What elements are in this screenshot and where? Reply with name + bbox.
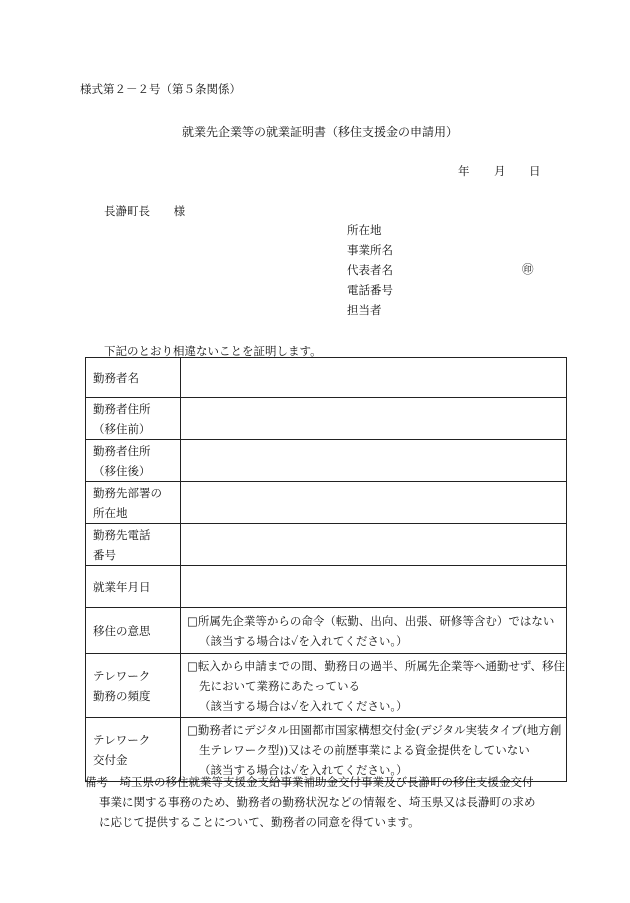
- row-label-text: 勤務の頻度: [93, 688, 151, 703]
- addressee: [104, 203, 185, 219]
- addressee-honorific: 様: [173, 204, 186, 218]
- row-label-text: 移住の意思: [93, 623, 151, 638]
- grant-text-cont: 生テレワーク型))又はその前歴事業による資金提供をしていない: [199, 742, 530, 757]
- row-label-text: 番号: [93, 547, 116, 562]
- table-row: [86, 608, 567, 654]
- table-row: [86, 358, 567, 398]
- office-phone-field[interactable]: [181, 524, 567, 566]
- date-month: 月: [494, 164, 506, 178]
- row-label-text: 勤務者名: [93, 370, 139, 385]
- row-label-text: （移住前）: [93, 421, 151, 436]
- row-label-text: 所在地: [93, 505, 128, 520]
- row-label-text: （移住後）: [93, 463, 151, 478]
- table-row: [86, 440, 567, 482]
- address-after-field[interactable]: [181, 440, 567, 482]
- row-label-text: 勤務者住所: [93, 401, 151, 416]
- row-label: [86, 358, 181, 398]
- employee-name-field[interactable]: [181, 358, 567, 398]
- relocation-checkbox-text[interactable]: □所属先企業等からの命令（転勤、出向、出張、研修等含む）ではない: [187, 613, 555, 628]
- remarks: [85, 772, 575, 832]
- issuer-address-label: 所在地: [347, 223, 382, 237]
- addressee-name: 長瀞町長: [104, 204, 150, 218]
- telework-frequency-cell[interactable]: [181, 654, 567, 718]
- row-label: [86, 440, 181, 482]
- row-label: [86, 654, 181, 718]
- check-instruction: （該当する場合は✓を入れてください。）: [199, 762, 408, 777]
- row-label: [86, 566, 181, 608]
- check-instruction: （該当する場合は✓を入れてください。）: [199, 633, 408, 648]
- department-location-field[interactable]: [181, 482, 567, 524]
- intro-text: 下記のとおり相違ないことを証明します。: [104, 344, 322, 358]
- issuer-phone-label: 電話番号: [347, 283, 393, 297]
- row-label-text: テレワーク: [93, 668, 151, 683]
- table-row: [86, 566, 567, 608]
- employment-date-field[interactable]: [181, 566, 567, 608]
- row-label: [86, 398, 181, 440]
- issuer-contact-label: 担当者: [347, 303, 382, 317]
- table-row: [86, 482, 567, 524]
- telework-text-cont: 先において業務にあたっている: [199, 678, 360, 693]
- table-row: [86, 654, 567, 718]
- row-label: [86, 524, 181, 566]
- row-label: [86, 608, 181, 654]
- table-row: [86, 524, 567, 566]
- row-label-text: 勤務先部署の: [93, 485, 162, 500]
- row-label-text: テレワーク: [93, 732, 151, 747]
- row-label-text: 就業年月日: [93, 579, 151, 594]
- remarks-line: 備考 埼玉県の移住就業等支援金支給事業補助金交付事業及び長瀞町の移住支援金交付: [85, 775, 534, 789]
- row-label-text: 交付金: [93, 752, 128, 767]
- remarks-line: 事業に関する事務のため、勤務者の勤務状況などの情報を、埼玉県又は長瀞町の求め: [99, 795, 536, 809]
- row-label: [86, 482, 181, 524]
- grant-checkbox-text[interactable]: □勤務者にデジタル田園都市国家構想交付金(デジタル実装タイプ(地方創: [187, 722, 562, 737]
- form-number: 様式第２－２号（第５条関係）: [80, 82, 241, 96]
- remarks-line: に応じて提供することについて、勤務者の同意を得ています。: [99, 815, 420, 829]
- address-before-field[interactable]: [181, 398, 567, 440]
- relocation-intent-cell[interactable]: [181, 608, 567, 654]
- seal-mark: ㊞: [522, 262, 534, 276]
- issuer-office-label: 事業所名: [347, 243, 393, 257]
- date-year: 年: [458, 164, 470, 178]
- document-title: 就業先企業等の就業証明書（移住支援金の申請用）: [182, 125, 459, 139]
- date-day: 日: [529, 164, 541, 178]
- issuer-representative-label: 代表者名: [347, 263, 393, 277]
- row-label-text: 勤務者住所: [93, 443, 151, 458]
- row-label-text: 勤務先電話: [93, 527, 151, 542]
- table-row: [86, 398, 567, 440]
- certificate-table: [85, 357, 567, 782]
- check-instruction: （該当する場合は✓を入れてください。）: [199, 698, 408, 713]
- telework-checkbox-text[interactable]: □転入から申請までの間、勤務日の過半、所属先企業等へ通勤せず、移住: [187, 658, 565, 673]
